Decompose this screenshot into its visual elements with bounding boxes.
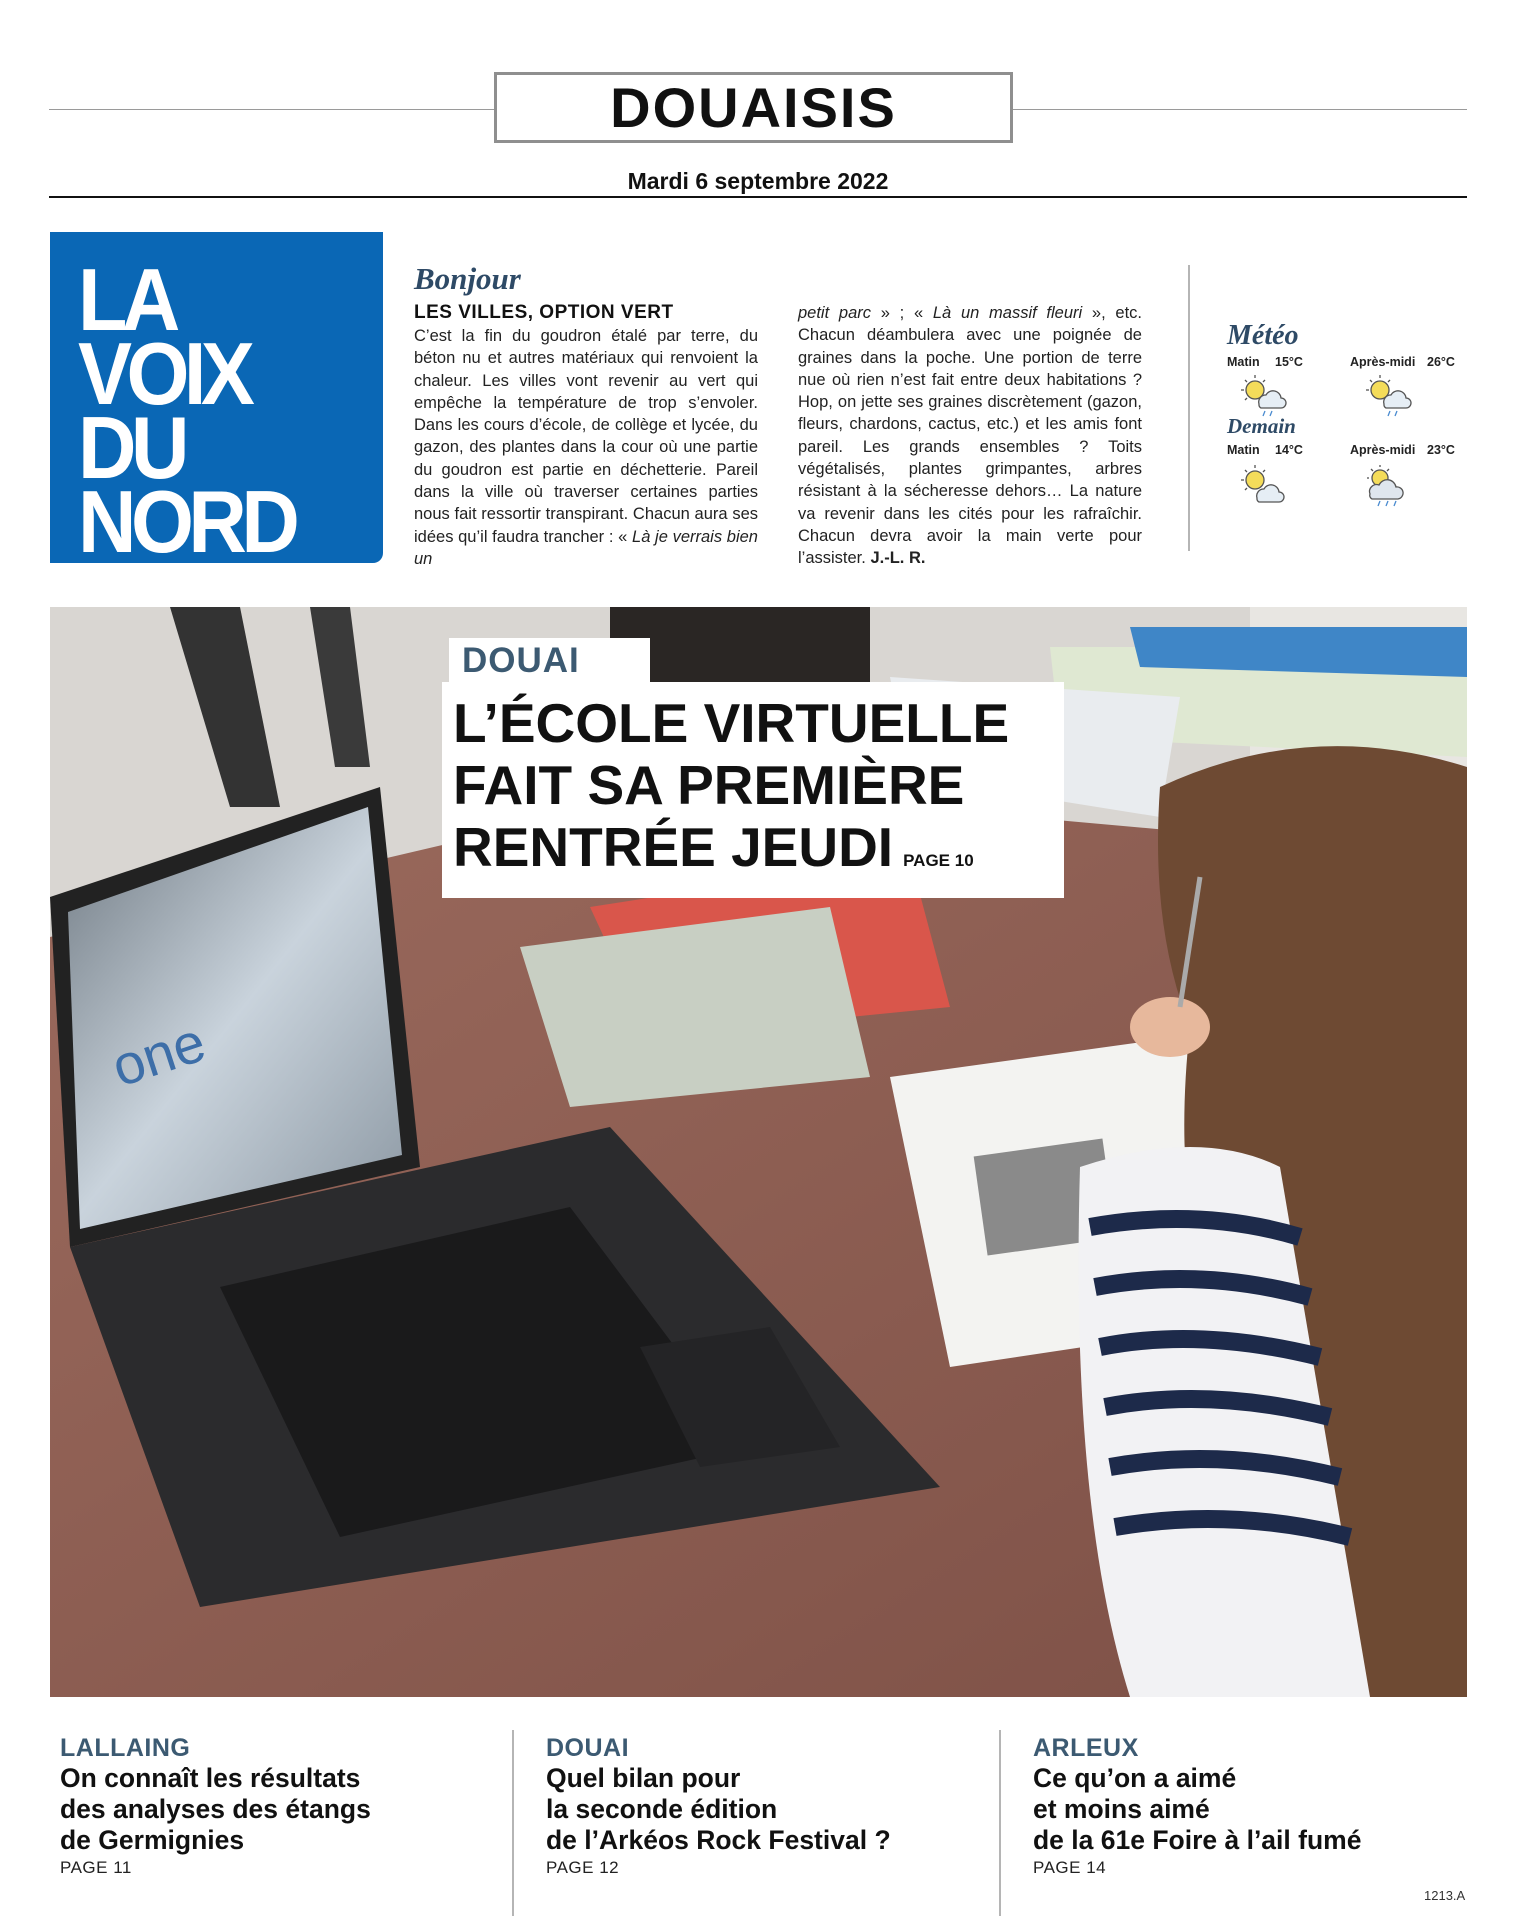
issue-date: Mardi 6 septembre 2022 bbox=[627, 168, 889, 194]
logo-line: VOIX bbox=[78, 324, 250, 423]
weather-morning-temp: 15°C bbox=[1275, 355, 1303, 369]
bonjour-text: C’est la fin du goudron étalé par terre, du béton nu et autres matériaux qui renvoient la chaleur. Les villes vont revenir au vert qui empêche la température de trop s’envoler. Dans les cours d’école, de collège et lycée, du gazon, des plantes dans la cour où une partie du goudron est partie en déchetterie. Pareil dans la ville où traverser certaines parties nous fait ressortir transpirant. Chacun aura ses idées qu’il faudra trancher : « bbox=[414, 327, 758, 546]
bonjour-quote: Là je verrais bien un bbox=[414, 527, 758, 568]
header-rule-left bbox=[49, 109, 494, 110]
teaser-title-line: des analyses des étangs bbox=[60, 1794, 371, 1824]
teaser-title-line: Ce qu’on a aimé bbox=[1033, 1763, 1237, 1793]
weather-tomorrow-afternoon-temp: 23°C bbox=[1427, 443, 1455, 457]
teaser-divider bbox=[512, 1730, 514, 1916]
newspaper-logo bbox=[50, 232, 383, 563]
main-story-kicker: DOUAI bbox=[462, 640, 580, 680]
weather-tomorrow-afternoon-label: Après-midi bbox=[1350, 443, 1416, 457]
date-rule bbox=[49, 196, 1467, 198]
teaser-title-line: de la 61e Foire à l’ail fumé bbox=[1033, 1825, 1362, 1855]
bonjour-title: Bonjour bbox=[414, 261, 521, 296]
bonjour-text-col1 bbox=[414, 325, 758, 570]
teaser-kicker: LALLAING bbox=[60, 1734, 191, 1762]
teaser-lallaing[interactable] bbox=[60, 1733, 500, 1878]
weather-tomorrow-title: Demain bbox=[1227, 414, 1296, 438]
main-story-headline-line: FAIT SA PREMIÈRE bbox=[453, 754, 965, 816]
teaser-title-line: et moins aimé bbox=[1033, 1794, 1210, 1824]
sun-cloud-rain-icon bbox=[1235, 372, 1289, 418]
weather-tomorrow-morning-label: Matin bbox=[1227, 443, 1260, 457]
bonjour-text: », etc. Chacun déambulera avec une poignée de graines dans la poche. Une portion de terre nue où rien n’est fait entre deux habitations ? Hop, on jette ses graines discrètement (gazon, fleurs, chardons, cactus, etc.) et les amis font pareil. Les grands ensembles ? Toits végétalisés, plantes grimpantes, arbres résistant à la sécheresse dehors… La nature va revenir dans les cités pour les rafraîchir. Chacun devra avoir la main verte pour l’assister. bbox=[798, 304, 1142, 568]
teaser-kicker: DOUAI bbox=[546, 1734, 630, 1762]
sun-cloud-rain-icon bbox=[1358, 462, 1412, 508]
section-title: DOUAISIS bbox=[610, 76, 897, 139]
main-story-kicker-box bbox=[449, 638, 650, 683]
logo-line: LA bbox=[78, 250, 175, 349]
main-story-headline-box[interactable] bbox=[442, 682, 1064, 898]
column-divider bbox=[1188, 265, 1190, 551]
teaser-douai[interactable] bbox=[546, 1733, 986, 1878]
bonjour-quote: Là un massif fleuri bbox=[923, 304, 1083, 322]
sun-cloud-icon bbox=[1235, 462, 1289, 508]
main-story-headline-text: RENTRÉE JEUDI bbox=[453, 816, 894, 878]
teaser-title-line: On connaît les résultats bbox=[60, 1763, 361, 1793]
main-story-page-ref: PAGE 10 bbox=[903, 851, 974, 870]
logo-line: NORD bbox=[78, 472, 295, 563]
logo-line: DU bbox=[78, 398, 184, 497]
bonjour-text-col2 bbox=[798, 302, 1142, 570]
page-folio: 1213.A bbox=[1424, 1888, 1466, 1903]
weather-title: Météo bbox=[1227, 320, 1299, 351]
weather-morning-label: Matin bbox=[1227, 355, 1260, 369]
weather-tomorrow-morning-temp: 14°C bbox=[1275, 443, 1303, 457]
bonjour-subtitle: LES VILLES, OPTION VERT bbox=[414, 302, 674, 323]
bonjour-quote: petit parc bbox=[798, 304, 872, 322]
teaser-arleux[interactable] bbox=[1033, 1733, 1473, 1878]
main-story-headline-line: L’ÉCOLE VIRTUELLE bbox=[453, 692, 1010, 754]
svg-text:one: one bbox=[104, 1009, 213, 1099]
weather-afternoon-temp: 26°C bbox=[1427, 355, 1455, 369]
main-story-headline-line bbox=[453, 816, 1064, 892]
bonjour-signature: J.-L. R. bbox=[870, 549, 926, 568]
teaser-title-line: Quel bilan pour bbox=[546, 1763, 741, 1793]
teaser-kicker: ARLEUX bbox=[1033, 1734, 1139, 1762]
section-title-box bbox=[494, 72, 1013, 143]
header-rule-right bbox=[1013, 109, 1467, 110]
teaser-page-ref: PAGE 11 bbox=[60, 1858, 132, 1877]
teaser-divider bbox=[999, 1730, 1001, 1916]
teaser-page-ref: PAGE 12 bbox=[546, 1858, 620, 1877]
sun-cloud-rain-icon bbox=[1358, 372, 1412, 418]
teaser-title-line: de Germignies bbox=[60, 1825, 245, 1855]
teaser-title-line: de l’Arkéos Rock Festival ? bbox=[546, 1825, 891, 1855]
weather-afternoon-label: Après-midi bbox=[1350, 355, 1416, 369]
teaser-title-line: la seconde édition bbox=[546, 1794, 778, 1824]
teaser-page-ref: PAGE 14 bbox=[1033, 1858, 1107, 1877]
bonjour-text: » ; « bbox=[871, 304, 924, 322]
